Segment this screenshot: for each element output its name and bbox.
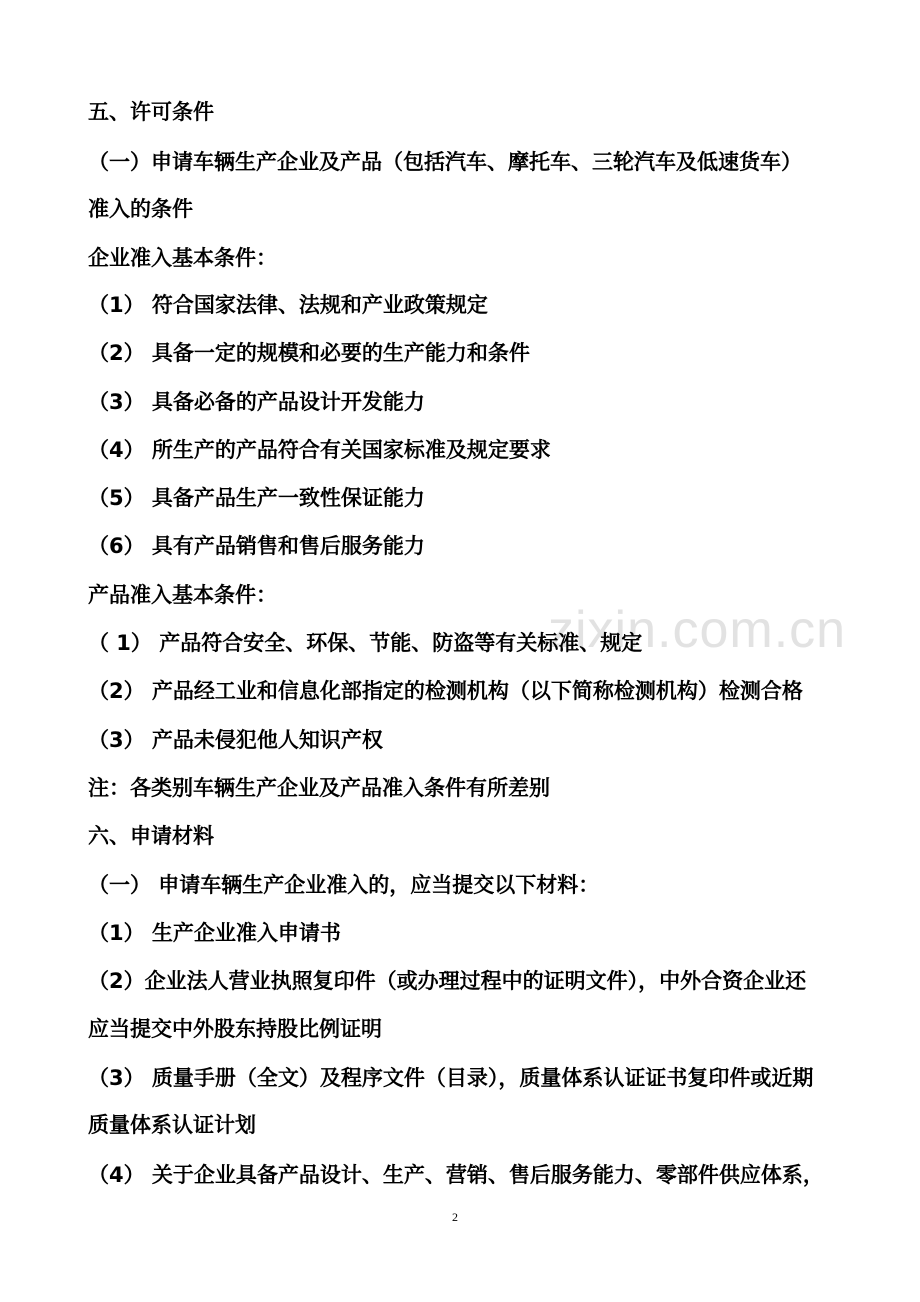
list-item: （2） 产品经工业和信息化部指定的检测机构（以下简称检测机构）检测合格 <box>88 679 803 703</box>
page-number: 2 <box>452 1210 458 1224</box>
product-conditions-heading: 产品准入基本条件： <box>88 583 277 607</box>
list-item: （1） 生产企业准入申请书 <box>88 921 341 945</box>
note-text: 注：各类别车辆生产企业及产品准入条件有所差别 <box>88 776 550 800</box>
list-item-continued: 质量体系认证计划 <box>88 1113 256 1137</box>
enterprise-conditions-heading: 企业准入基本条件： <box>88 246 277 270</box>
list-item: （1） 符合国家法律、法规和产业政策规定 <box>88 293 488 317</box>
list-item: （3） 具备必备的产品设计开发能力 <box>88 390 425 414</box>
subsection-heading: （一） 申请车辆生产企业准入的，应当提交以下材料： <box>88 873 600 897</box>
list-item: （3） 产品未侵犯他人知识产权 <box>88 728 383 752</box>
subsection-heading-continued: 准入的条件 <box>88 197 193 221</box>
section-heading-materials: 六、申请材料 <box>88 824 214 848</box>
watermark: zixin.com.cn <box>548 601 847 659</box>
list-item: （5） 具备产品生产一致性保证能力 <box>88 486 425 510</box>
list-item: （2）企业法人营业执照复印件（或办理过程中的证明文件），中外合资企业还 <box>88 969 807 993</box>
list-item: （ 1） 产品符合安全、环保、节能、防盗等有关标准、规定 <box>88 631 643 655</box>
list-item: （4） 关于企业具备产品设计、生产、营销、售后服务能力、零部件供应体系， <box>88 1163 824 1187</box>
list-item: （6） 具有产品销售和售后服务能力 <box>88 534 425 558</box>
list-item: （2） 具备一定的规模和必要的生产能力和条件 <box>88 341 530 365</box>
list-item: （3） 质量手册（全文）及程序文件（目录），质量体系认证证书复印件或近期 <box>88 1066 814 1090</box>
list-item: （4） 所生产的产品符合有关国家标准及规定要求 <box>88 438 551 462</box>
list-item-continued: 应当提交中外股东持股比例证明 <box>88 1017 382 1041</box>
subsection-heading: （一）申请车辆生产企业及产品（包括汽车、摩托车、三轮汽车及低速货车） <box>88 150 802 174</box>
section-heading-conditions: 五、许可条件 <box>88 100 214 124</box>
